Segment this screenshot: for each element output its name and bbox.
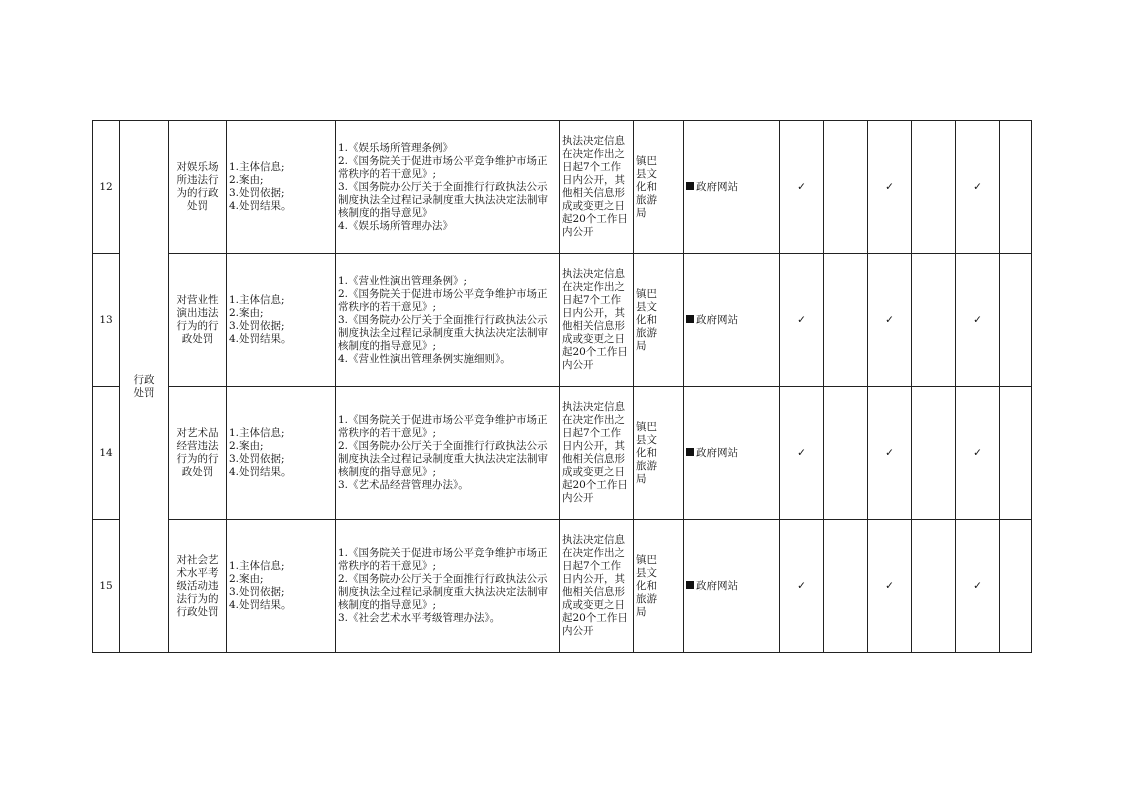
disclosure-content-cell <box>227 387 336 520</box>
item-name: 对社会艺术水平考级活动违法行为的行政处罚 <box>176 553 219 618</box>
disclosure-time-cell <box>560 254 634 387</box>
item-name: 对营业性演出违法行为的行政处罚 <box>176 294 219 345</box>
mark-cell <box>956 254 1000 387</box>
basis-line: 1.《国务院关于促进市场公平竞争维护市场正常秩序的若干意见》; <box>338 547 548 572</box>
basis-line: 1.《营业性演出管理条例》; <box>338 274 468 287</box>
content-line: 4.处罚结果。 <box>229 466 292 478</box>
mark-cell <box>1000 387 1032 520</box>
check-mark-icon: ✓ <box>797 446 806 459</box>
row-number: 15 <box>99 579 113 592</box>
category-cell <box>120 121 169 653</box>
mark-cell <box>1000 520 1032 653</box>
table-row <box>93 520 1032 653</box>
item-name: 对艺术品经营违法行为的行政处罚 <box>176 427 219 478</box>
row-number: 12 <box>99 180 113 193</box>
disclosure-time: 执法决定信息在决定作出之日起7个工作日内公开，其他相关信息形成或变更之日起20个工作日内公开 <box>562 135 628 238</box>
row-number: 13 <box>99 313 113 326</box>
table-row <box>93 121 1032 254</box>
disclosure-subject-cell <box>634 520 684 653</box>
disclosure-channel: 政府网站 <box>696 313 738 326</box>
legal-basis-cell <box>336 121 560 254</box>
filled-square-icon <box>686 315 694 323</box>
row-number-cell <box>93 520 120 653</box>
row-number: 14 <box>99 446 113 459</box>
row-number-cell <box>93 254 120 387</box>
mark-cell <box>824 121 868 254</box>
disclosure-time-cell <box>560 121 634 254</box>
basis-line: 4.《营业性演出管理条例实施细则》。 <box>338 352 511 365</box>
check-mark-icon: ✓ <box>973 579 982 592</box>
check-mark-icon: ✓ <box>885 579 894 592</box>
content-line: 4.处罚结果。 <box>229 599 292 611</box>
content-line: 1.主体信息; <box>229 161 285 173</box>
disclosure-table <box>92 120 1032 653</box>
content-line: 4.处罚结果。 <box>229 200 292 212</box>
disclosure-channel-cell <box>684 387 780 520</box>
content-line: 1.主体信息; <box>229 294 285 306</box>
basis-line: 3.《国务院办公厅关于全面推行行政执法公示制度执法全过程记录制度重大执法决定法制审核制度的指导意见》 <box>338 180 548 219</box>
disclosure-time-cell <box>560 520 634 653</box>
content-line: 2.案由; <box>229 573 264 585</box>
mark-cell <box>868 520 912 653</box>
basis-line: 3.《国务院办公厅关于全面推行行政执法公示制度执法全过程记录制度重大执法决定法制审核制度的指导意见》; <box>338 313 548 352</box>
content-line: 3.处罚依据; <box>229 187 285 199</box>
content-line: 3.处罚依据; <box>229 320 285 332</box>
check-mark-icon: ✓ <box>797 313 806 326</box>
disclosure-subject: 镇巴县文化和旅游局 <box>636 420 657 485</box>
check-mark-icon: ✓ <box>885 313 894 326</box>
mark-cell <box>868 121 912 254</box>
mark-cell <box>956 520 1000 653</box>
basis-line: 1.《娱乐场所管理条例》 <box>338 141 454 154</box>
table-row <box>93 254 1032 387</box>
basis-line: 2.《国务院关于促进市场公平竞争维护市场正常秩序的若干意见》; <box>338 287 548 313</box>
table-body <box>93 121 1032 653</box>
item-name-cell <box>169 121 227 254</box>
content-line: 1.主体信息; <box>229 427 285 439</box>
mark-cell <box>780 520 824 653</box>
basis-line: 2.《国务院关于促进市场公平竞争维护市场正常秩序的若干意见》; <box>338 154 548 180</box>
item-name-cell <box>169 520 227 653</box>
content-line: 3.处罚依据; <box>229 453 285 465</box>
mark-cell <box>912 121 956 254</box>
content-line: 2.案由; <box>229 174 264 186</box>
check-mark-icon: ✓ <box>973 180 982 193</box>
item-name: 对娱乐场所违法行为的行政处罚 <box>176 161 219 212</box>
disclosure-channel: 政府网站 <box>696 180 738 193</box>
disclosure-content-cell <box>227 520 336 653</box>
mark-cell <box>868 254 912 387</box>
mark-cell <box>780 121 824 254</box>
disclosure-time: 执法决定信息在决定作出之日起7个工作日内公开，其他相关信息形成或变更之日起20个工作日内公开 <box>562 534 628 637</box>
disclosure-channel-cell <box>684 254 780 387</box>
row-number-cell <box>93 387 120 520</box>
disclosure-channel: 政府网站 <box>696 446 738 459</box>
check-mark-icon: ✓ <box>797 180 806 193</box>
disclosure-subject-cell <box>634 387 684 520</box>
mark-cell <box>912 520 956 653</box>
check-mark-icon: ✓ <box>973 446 982 459</box>
basis-line: 4.《娱乐场所管理办法》 <box>338 219 454 232</box>
disclosure-channel-cell <box>684 520 780 653</box>
disclosure-content-cell <box>227 121 336 254</box>
table-row <box>93 387 1032 520</box>
disclosure-subject-cell <box>634 121 684 254</box>
mark-cell <box>956 121 1000 254</box>
check-mark-icon: ✓ <box>885 180 894 193</box>
check-mark-icon: ✓ <box>885 446 894 459</box>
content-line: 2.案由; <box>229 307 264 319</box>
check-mark-icon: ✓ <box>973 313 982 326</box>
content-line: 2.案由; <box>229 440 264 452</box>
disclosure-time-cell <box>560 387 634 520</box>
mark-cell <box>912 387 956 520</box>
disclosure-subject: 镇巴县文化和旅游局 <box>636 287 657 352</box>
basis-line: 3.《社会艺术水平考级管理办法》。 <box>338 612 501 624</box>
disclosure-subject: 镇巴县文化和旅游局 <box>636 553 657 618</box>
mark-cell <box>912 254 956 387</box>
mark-cell <box>824 387 868 520</box>
disclosure-content-cell <box>227 254 336 387</box>
content-line: 1.主体信息; <box>229 560 285 572</box>
legal-basis-cell <box>336 387 560 520</box>
content-line: 3.处罚依据; <box>229 586 285 598</box>
basis-line: 2.《国务院办公厅关于全面推行行政执法公示制度执法全过程记录制度重大执法决定法制审核制度的指导意见》; <box>338 440 548 478</box>
mark-cell <box>780 387 824 520</box>
mark-cell <box>868 387 912 520</box>
content-line: 4.处罚结果。 <box>229 333 292 345</box>
legal-basis-cell <box>336 520 560 653</box>
row-number-cell <box>93 121 120 254</box>
disclosure-time: 执法决定信息在决定作出之日起7个工作日内公开，其他相关信息形成或变更之日起20个工作日内公开 <box>562 401 628 504</box>
category-label: 行政处罚 <box>133 373 155 399</box>
item-name-cell <box>169 387 227 520</box>
mark-cell <box>824 254 868 387</box>
filled-square-icon <box>686 448 694 456</box>
disclosure-channel-cell <box>684 121 780 254</box>
mark-cell <box>780 254 824 387</box>
disclosure-subject: 镇巴县文化和旅游局 <box>636 154 657 219</box>
legal-basis-cell <box>336 254 560 387</box>
filled-square-icon <box>686 581 694 589</box>
basis-line: 1.《国务院关于促进市场公平竞争维护市场正常秩序的若干意见》; <box>338 414 548 439</box>
mark-cell <box>956 387 1000 520</box>
basis-line: 3.《艺术品经营管理办法》。 <box>338 479 469 491</box>
disclosure-subject-cell <box>634 254 684 387</box>
disclosure-channel: 政府网站 <box>696 579 738 592</box>
mark-cell <box>1000 254 1032 387</box>
item-name-cell <box>169 254 227 387</box>
mark-cell <box>1000 121 1032 254</box>
basis-line: 2.《国务院办公厅关于全面推行行政执法公示制度执法全过程记录制度重大执法决定法制审核制度的指导意见》; <box>338 573 548 611</box>
disclosure-time: 执法决定信息在决定作出之日起7个工作日内公开，其他相关信息形成或变更之日起20个工作日内公开 <box>562 268 628 371</box>
mark-cell <box>824 520 868 653</box>
check-mark-icon: ✓ <box>797 579 806 592</box>
filled-square-icon <box>686 182 694 190</box>
